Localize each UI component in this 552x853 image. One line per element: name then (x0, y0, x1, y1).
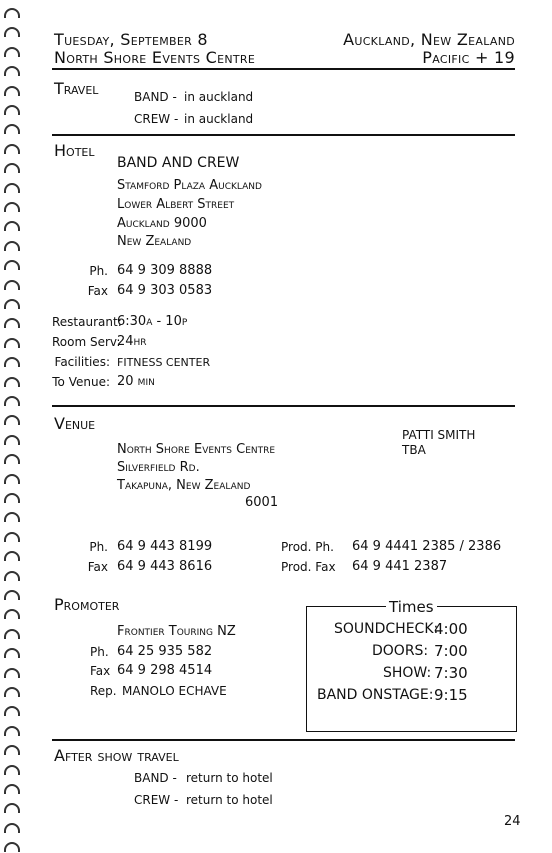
doors-label: DOORS: (372, 643, 429, 659)
binding-ring (4, 163, 20, 173)
hotel-address-line: New Zealand (117, 234, 192, 249)
binding-ring (4, 8, 20, 18)
divider (52, 134, 515, 136)
binding-ring (4, 86, 20, 96)
binding-ring (4, 765, 20, 775)
doors-time: 7:00 (434, 642, 468, 660)
binding-ring (4, 571, 20, 581)
travel-title: Travel (54, 79, 99, 98)
restaurant-hours: 6:30a - 10p (117, 314, 188, 329)
room-service-label: Room Serv: (52, 335, 121, 349)
promoter-fax-label: Fax (90, 664, 111, 678)
spiral-binding (0, 0, 26, 853)
page-number: 24 (504, 814, 521, 829)
soundcheck-label: SOUNDCHECK: (334, 621, 439, 637)
binding-ring (4, 687, 20, 697)
binding-ring (4, 609, 20, 619)
binding-ring (4, 124, 20, 134)
hotel-title: Hotel (54, 141, 95, 160)
binding-ring (4, 512, 20, 522)
binding-ring (4, 299, 20, 309)
promoter-rep-label: Rep. (90, 684, 117, 698)
binding-ring (4, 221, 20, 231)
venue-fax-label: Fax (87, 560, 108, 574)
binding-ring (4, 318, 20, 328)
travel-band-value: in auckland (184, 90, 254, 104)
hotel-fax: 64 9 303 0583 (117, 283, 213, 298)
binding-ring (4, 532, 20, 542)
divider (52, 739, 515, 741)
prod-phone-label: Prod. Ph. (281, 540, 334, 554)
binding-ring (4, 648, 20, 658)
venue-fax: 64 9 443 8616 (117, 559, 213, 574)
prod-fax-label: Prod. Fax (281, 560, 336, 574)
divider (52, 68, 515, 70)
venue-address-line: Silverfield Rd. (117, 460, 200, 475)
act-name: PATTI SMITH (402, 428, 476, 442)
binding-ring (4, 357, 20, 367)
after-band-value: return to hotel (186, 771, 273, 785)
binding-ring (4, 280, 20, 290)
hotel-phone: 64 9 309 8888 (117, 263, 213, 278)
binding-ring (4, 435, 20, 445)
venue-title: Venue (54, 414, 96, 433)
binding-ring (4, 396, 20, 406)
binding-ring (4, 629, 20, 639)
promoter-phone-label: Ph. (90, 645, 109, 659)
binding-ring (4, 551, 20, 561)
after-show-title: After show travel (54, 746, 179, 765)
binding-ring (4, 202, 20, 212)
venue-phone: 64 9 443 8199 (117, 539, 213, 554)
hotel-address-line: Lower Albert Street (117, 197, 235, 212)
restaurant-label: Restaurant: (52, 315, 122, 329)
binding-ring (4, 260, 20, 270)
binding-ring (4, 241, 20, 251)
binding-ring (4, 27, 20, 37)
to-venue: 20 min (117, 374, 155, 389)
venue-phone-label: Ph. (89, 540, 108, 554)
to-venue-label: To Venue: (52, 375, 110, 389)
show-date: Tuesday, September 8 (54, 30, 208, 49)
binding-ring (4, 144, 20, 154)
travel-crew-label: CREW - (134, 112, 179, 126)
prod-fax: 64 9 441 2387 (352, 559, 448, 574)
travel-band-label: BAND - (134, 90, 177, 104)
show-time: 7:30 (434, 664, 468, 682)
binding-ring (4, 47, 20, 57)
promoter-name: Frontier Touring NZ (117, 624, 236, 639)
divider (52, 405, 515, 407)
binding-ring (4, 183, 20, 193)
venue-address-line: Takapuna, New Zealand (117, 478, 251, 493)
venue-postcode: 6001 (245, 495, 279, 510)
room-service: 24hr (117, 334, 147, 349)
hotel-group: BAND AND CREW (117, 155, 240, 171)
binding-ring (4, 590, 20, 600)
after-crew-value: return to hotel (186, 793, 273, 807)
binding-ring (4, 784, 20, 794)
binding-ring (4, 454, 20, 464)
after-band-label: BAND - (134, 771, 177, 785)
onstage-time: 9:15 (434, 686, 468, 704)
hotel-fax-label: Fax (87, 284, 108, 298)
timezone: Pacific + 19 (422, 48, 515, 67)
binding-ring (4, 842, 20, 852)
hotel-address-line: Auckland 9000 (117, 216, 207, 231)
promoter-fax: 64 9 298 4514 (117, 663, 213, 678)
binding-ring (4, 745, 20, 755)
binding-ring (4, 493, 20, 503)
onstage-label: BAND ONSTAGE: (317, 687, 434, 703)
facilities: FITNESS CENTER (117, 356, 211, 369)
hotel-phone-label: Ph. (89, 264, 108, 278)
after-crew-label: CREW - (134, 793, 179, 807)
prod-phone: 64 9 4441 2385 / 2386 (352, 539, 502, 554)
act-secondary: TBA (402, 443, 426, 457)
promoter-rep: MANOLO ECHAVE (122, 684, 227, 698)
binding-ring (4, 803, 20, 813)
binding-ring (4, 823, 20, 833)
binding-ring (4, 668, 20, 678)
travel-crew-value: in auckland (184, 112, 254, 126)
times-title: Times (386, 598, 437, 616)
binding-ring (4, 415, 20, 425)
binding-ring (4, 105, 20, 115)
promoter-phone: 64 25 935 582 (117, 644, 213, 659)
hotel-address-line: Stamford Plaza Auckland (117, 178, 262, 193)
binding-ring (4, 66, 20, 76)
venue-name-header: North Shore Events Centre (54, 48, 256, 67)
binding-ring (4, 474, 20, 484)
venue-address-line: North Shore Events Centre (117, 442, 276, 457)
promoter-title: Promoter (54, 595, 120, 614)
facilities-label: Facilities: (54, 355, 110, 369)
binding-ring (4, 377, 20, 387)
soundcheck-time: 4:00 (434, 620, 468, 638)
binding-ring (4, 726, 20, 736)
city: Auckland, New Zealand (343, 30, 515, 49)
binding-ring (4, 706, 20, 716)
binding-ring (4, 338, 20, 348)
show-label: SHOW: (383, 665, 432, 681)
